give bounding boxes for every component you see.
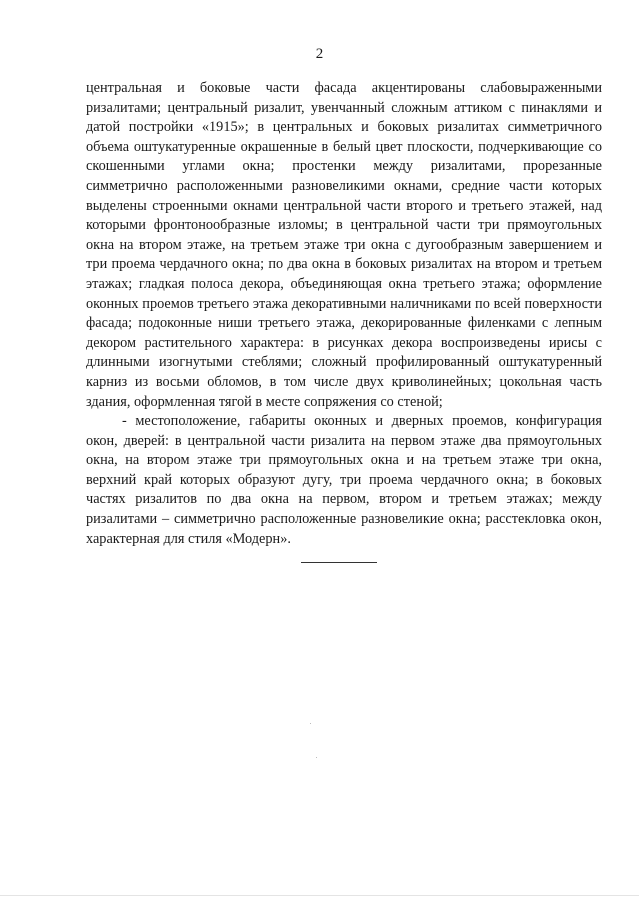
paragraph-openings-description: - местоположение, габариты оконных и дверных проемов, конфигурация окон, дверей: в центральной части ризалита на первом этаже два прямоугольных окна, на втором этаже три прямоугольных окна и на третьем этаже три окна, верхний край которых образуют дугу, три проема чердачного окна; в боковых частях ризалитов по два окна на первом, втором и третьем этажах; между ризалитами – симметрично расположенные разновеликие окна; расстекловка окон, характерная для стиля «Модерн». — [86, 413, 602, 547]
paragraph-facade-description: центральная и боковые части фасада акцентированы слабовыраженными ризалитами; центральный ризалит, увенчанный сложным аттиком с пинаклями и датой постройки «1915»; в центральных и боковых ризалитах симметричного объема оштукатуренные окрашенные в белый цвет плоскости, подчеркивающие со скошенными углами окна; простенки между ризалитами, прорезанные симметрично расположенными разновеликими окнами, средние части которых выделены строенными окнами центральной части второго и третьего этажей, над которыми фронтонообразные изломы; в центральной части три прямоугольных окна на втором этаже, на третьем этаже три окна с дугообразным завершением и три проема чердачного окна; по два окна в боковых ризалитах на втором и третьем этажах; гладкая полоса декора, объединяющая окна третьего этажа; оформление оконных проемов третьего этажа декоративными наличниками по всей поверхности фасада; подоконные ниши третьего этажа, декорированные филенками с лепным декором растительного характера: в рисунках декора воспроизведены ирисы с длинными изогнутыми стеблями; сложный профилированный оштукатуренный карниз из восьми обломов, в том числе двух криволинейных; цокольная часть здания, оформленная тягой в месте сопряжения со стеной; — [86, 80, 602, 410]
end-of-text-rule — [301, 562, 377, 563]
document-body — [86, 79, 602, 549]
page-number: 2 — [315, 46, 324, 62]
scan-artifact-dot — [310, 723, 311, 724]
scan-artifact-dot — [316, 757, 317, 758]
scan-bottom-edge — [0, 895, 639, 896]
